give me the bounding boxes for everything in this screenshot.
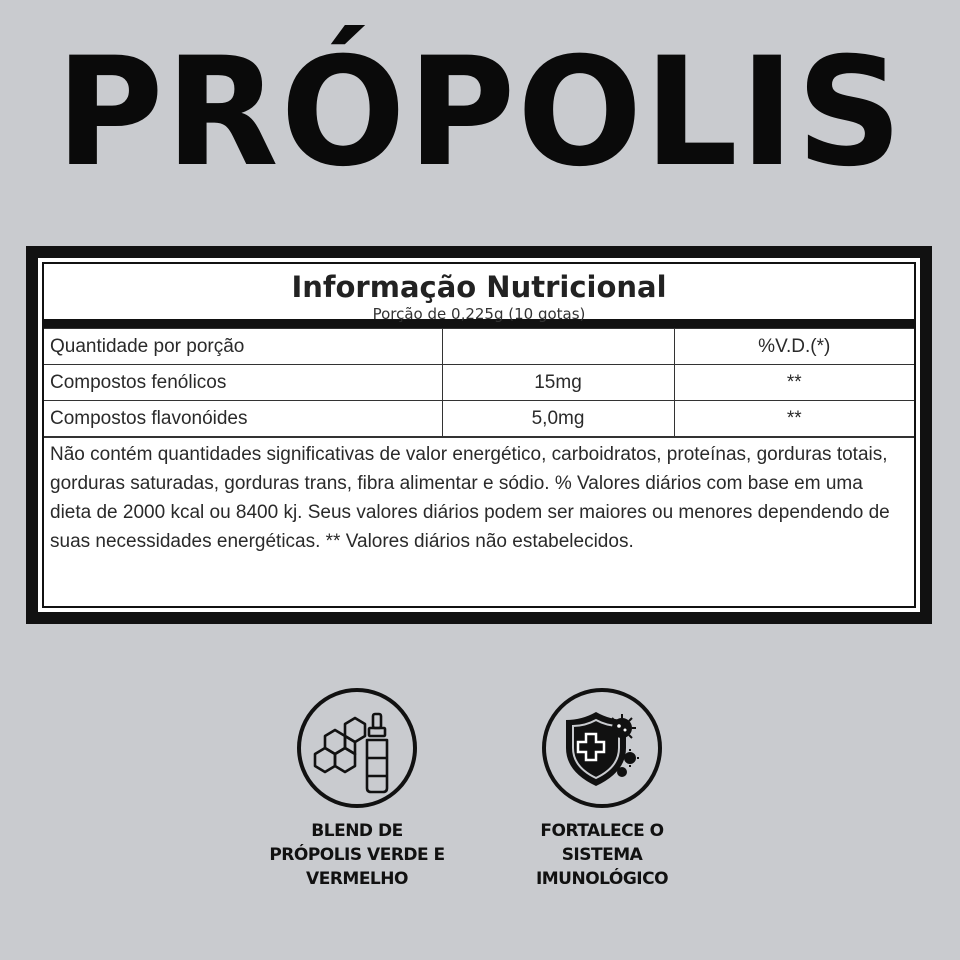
- nutrition-heading: Informação Nutricional: [291, 270, 667, 304]
- caption-line: SISTEMA: [561, 845, 643, 865]
- caption-line: BLEND DE: [311, 821, 403, 841]
- caption-line: FORTALECE O: [540, 821, 664, 841]
- row-dv: %V.D.(*): [674, 329, 914, 365]
- blend-caption: [247, 819, 467, 891]
- nutrition-label: [26, 246, 932, 624]
- caption-line: IMUNOLÓGICO: [535, 869, 669, 889]
- nutrition-footnote: Não contém quantidades significativas de valor energético, carboidratos, proteínas, gorduras totais, gorduras saturadas, gorduras trans, fibra alimentar e sódio. % Valores diários com base em uma dieta de 2000 kcal ou 8400 kj. Seus valores diários podem ser maiores ou menores dependendo de suas necessidades energéticas. ** Valores diários não estabelecidos.: [44, 437, 914, 606]
- table-row: [44, 365, 914, 401]
- row-name: Compostos flavonóides: [44, 401, 442, 437]
- immune-caption: [492, 819, 712, 891]
- row-amount: [442, 329, 674, 365]
- table-row: [44, 401, 914, 437]
- table-row: [44, 329, 914, 365]
- immune-badge: [542, 688, 662, 808]
- caption-line: PRÓPOLIS VERDE E: [269, 845, 445, 865]
- row-name: Quantidade por porção: [44, 329, 442, 365]
- nutrition-header: [44, 264, 914, 328]
- nutrition-label-frame: [36, 256, 922, 614]
- blend-badge: [297, 688, 417, 808]
- portion-text: Porção de 0,225g (10 gotas): [372, 305, 586, 323]
- nutrition-table: [44, 328, 914, 437]
- caption-line: VERMELHO: [306, 869, 408, 889]
- row-amount: 15mg: [442, 365, 674, 401]
- shield-virus-icon: [542, 688, 662, 808]
- product-title: PRÓPOLIS: [55, 26, 905, 200]
- nutrition-label-box: [42, 262, 916, 608]
- row-dv: **: [674, 365, 914, 401]
- honeycomb-dropper-icon: [297, 688, 417, 808]
- row-amount: 5,0mg: [442, 401, 674, 437]
- row-name: Compostos fenólicos: [44, 365, 442, 401]
- row-dv: **: [674, 401, 914, 437]
